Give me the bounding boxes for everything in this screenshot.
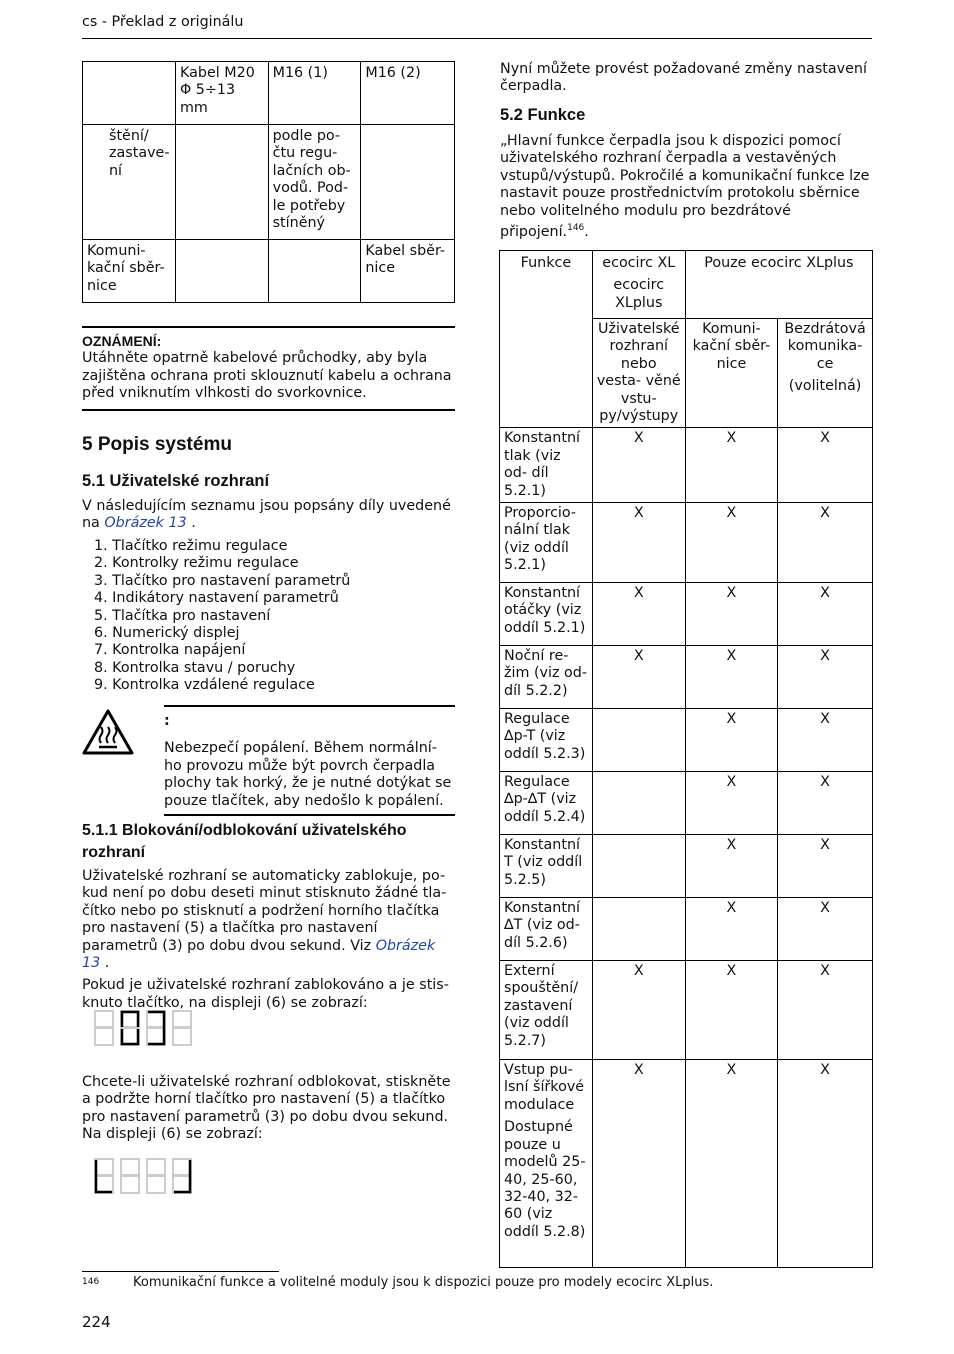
- display-digit: [94, 1010, 114, 1046]
- functions-table-row: [500, 646, 873, 709]
- functions-table-row: [500, 835, 873, 898]
- section-5-1-title: 5.1 Uživatelské rozhraní: [82, 472, 270, 490]
- display-digit: [146, 1010, 166, 1046]
- display-digit: [120, 1010, 140, 1046]
- function-availability-cell: X: [778, 1060, 873, 1268]
- list-item: 4. Indikátory nastavení parametrů: [94, 590, 339, 607]
- function-name-cell: Regulace ∆p-∆T (viz oddíl 5.2.4): [500, 772, 593, 835]
- function-availability-cell: X: [592, 961, 685, 1060]
- section-5-1-1-p2: Pokud je uživatelské rozhraní zablokováno a je stis- knuto tlačítko, na displeji (6) se zobrazí:: [82, 977, 449, 1011]
- display-digit: [172, 1010, 192, 1046]
- list-item: 1. Tlačítko režimu regulace: [94, 538, 288, 554]
- cable-table-cell: [175, 125, 268, 240]
- list-item: 3. Tlačítko pro nastavení parametrů: [94, 572, 351, 589]
- list-item: 2. Kontrolky režimu regulace: [94, 555, 299, 572]
- functions-table-row: [500, 428, 873, 503]
- functions-header-cell: Komuni- kační sběr- nice: [685, 319, 777, 428]
- footnote-number: 146: [82, 1277, 100, 1287]
- hot-surface-warning-icon: [82, 709, 134, 755]
- display-digit: [94, 1158, 114, 1194]
- function-availability-cell: X: [685, 583, 777, 646]
- function-availability-cell: X: [778, 646, 873, 709]
- cable-table: [82, 61, 455, 303]
- function-availability-cell: X: [592, 1060, 685, 1268]
- right-intro: Nyní můžete provést požadované změny nastavení čerpadla.: [500, 61, 867, 95]
- list-item: 7. Kontrolka napájení: [94, 642, 246, 659]
- figure-13-link[interactable]: Obrázek 13: [104, 515, 187, 532]
- functions-table-row: [500, 961, 873, 1060]
- section-5-1-intro: V následujícím seznamu jsou popsány díly uvedené na Obrázek 13 .: [82, 498, 451, 532]
- function-availability-cell: [592, 835, 685, 898]
- function-availability-cell: [592, 898, 685, 961]
- list-item: 5. Tlačítka pro nastavení: [94, 607, 271, 624]
- functions-table-header-row: [500, 251, 873, 319]
- figure-13-link[interactable]: Obrázek 13: [82, 937, 436, 972]
- interface-parts-list: [82, 538, 455, 695]
- cable-table-cell: M16 (1): [268, 62, 361, 125]
- functions-table-row: [500, 1060, 873, 1268]
- functions-table: [499, 250, 873, 1268]
- functions-table-row: [500, 709, 873, 772]
- locked-display: [94, 1010, 192, 1046]
- cable-table-cell: [361, 125, 455, 240]
- footnote-text: Komunikační funkce a volitelné moduly jsou k dispozici pouze pro modely ecocirc XLplus.: [133, 1275, 714, 1290]
- cable-table-row: [83, 240, 455, 303]
- list-item: 9. Kontrolka vzdálené regulace: [94, 677, 315, 694]
- cable-table-cell: Komuni- kační sběr- nice: [83, 240, 176, 303]
- functions-table-row: [500, 772, 873, 835]
- function-availability-cell: [592, 709, 685, 772]
- unlocked-display: [94, 1158, 192, 1194]
- function-availability-cell: X: [778, 772, 873, 835]
- function-availability-cell: X: [778, 898, 873, 961]
- functions-header-cell: Bezdrátová komunika- ce (volitelná): [778, 319, 873, 428]
- functions-table-row: [500, 503, 873, 583]
- functions-table-row: [500, 898, 873, 961]
- function-availability-cell: X: [685, 835, 777, 898]
- functions-header-cell: Funkce: [500, 251, 593, 428]
- function-availability-cell: X: [778, 709, 873, 772]
- function-name-cell: Konstantní tlak (viz od- díl 5.2.1): [500, 428, 593, 503]
- function-availability-cell: X: [685, 1060, 777, 1268]
- notice-box: [82, 326, 455, 411]
- section-5-title: 5 Popis systému: [82, 434, 232, 455]
- functions-header-cell: Uživatelské rozhraní nebo vesta- věné vstu- py/výstupy: [592, 319, 685, 428]
- function-availability-cell: X: [778, 961, 873, 1060]
- function-availability-cell: X: [592, 428, 685, 503]
- function-availability-cell: X: [592, 646, 685, 709]
- display-digit: [172, 1158, 192, 1194]
- functions-header-cell: ecocirc XL ecocirc XLplus: [592, 251, 685, 319]
- list-item: 6. Numerický displej: [94, 625, 240, 642]
- section-5-1-1-title: 5.1.1 Blokování/odblokování uživatelského rozhraní: [82, 822, 407, 861]
- function-name-cell: Vstup pu- lsní šířkové modulace Dostupné pouze u modelů 25-40, 25-60, 32-40, 32-60 (viz oddíl 5.2.8): [500, 1060, 593, 1268]
- cable-table-cell: M16 (2): [361, 62, 455, 125]
- cable-table-cell: Kabel sběr- nice: [361, 240, 455, 303]
- function-availability-cell: X: [685, 898, 777, 961]
- notice-text: Utáhněte opatrně kabelové průchodky, aby byla zajištěna ochrana proti sklouznutí kabelu a ochrana před vniknutím vlhkosti do svorkovnice.: [82, 350, 452, 402]
- list-item: 8. Kontrolka stavu / poruchy: [94, 659, 296, 676]
- cable-table-cell: [83, 62, 176, 125]
- function-name-cell: Regulace ∆p-T (viz oddíl 5.2.3): [500, 709, 593, 772]
- function-availability-cell: X: [685, 503, 777, 583]
- function-name-cell: Externí spouštění/ zastavení (viz oddíl 5.2.7): [500, 961, 593, 1060]
- warning-text: Nebezpečí popálení. Během normální- ho provozu může být povrch čerpadla plochy tak horký, že je nutné dotýkat se pouze tlačítek, aby nedošlo k popálení.: [164, 740, 452, 809]
- function-name-cell: Noční re- žim (viz od- díl 5.2.2): [500, 646, 593, 709]
- warning-title: :: [164, 713, 170, 729]
- cable-table-cell: [175, 240, 268, 303]
- display-digit: [120, 1158, 140, 1194]
- functions-table-row: [500, 583, 873, 646]
- section-5-1-1-p1: Uživatelské rozhraní se automaticky zablokuje, po- kud není po dobu deseti minut stisknuto žádné tla- čítko nebo po stisknutí a podržení horního tlačítka pro nastavení (5) a tlačítka pro nastavení parametrů (3) po dobu dvou sekund. Viz Obrázek 13 .: [82, 868, 447, 972]
- cable-table-cell: Kabel M20 Φ 5÷13 mm: [175, 62, 268, 125]
- section-5-2-text: „Hlavní funkce čerpadla jsou k dispozici pomocí uživatelského rozhraní čerpadla a vestavěných vstupů/výstupů. Pokročilé a komunikační funkce lze nastavit pouze prostřednictvím protokolu sběrnice nebo volitelného modulu pro bezdrátové připojení.$^{146}$.: [500, 133, 870, 240]
- footnote-rule: [82, 1271, 279, 1272]
- function-availability-cell: X: [685, 428, 777, 503]
- running-header: cs - Překlad z originálu: [82, 14, 244, 30]
- function-name-cell: Konstantní T (viz oddíl 5.2.5): [500, 835, 593, 898]
- notice-title: OZNÁMENÍ:: [82, 333, 162, 349]
- cable-table-row: [83, 125, 455, 240]
- warning-box: [164, 705, 455, 816]
- display-digit: [146, 1158, 166, 1194]
- function-availability-cell: X: [685, 646, 777, 709]
- function-availability-cell: X: [778, 503, 873, 583]
- function-availability-cell: [592, 772, 685, 835]
- function-name-cell: Proporcio- nální tlak (viz oddíl 5.2.1): [500, 503, 593, 583]
- function-availability-cell: X: [778, 428, 873, 503]
- cable-table-header-row: [83, 62, 455, 125]
- function-name-cell: Konstantní otáčky (viz oddíl 5.2.1): [500, 583, 593, 646]
- cable-table-cell: štění/ zastave- ní: [83, 125, 176, 240]
- header-rule: [82, 38, 872, 39]
- function-availability-cell: X: [592, 503, 685, 583]
- function-availability-cell: X: [778, 583, 873, 646]
- function-availability-cell: X: [592, 583, 685, 646]
- page-number: 224: [82, 1313, 111, 1331]
- cable-table-cell: podle po- čtu regu- lačních ob- vodů. Pod- le potřeby stíněný: [268, 125, 361, 240]
- function-availability-cell: X: [685, 709, 777, 772]
- functions-header-cell: Pouze ecocirc XLplus: [685, 251, 872, 319]
- section-5-2-title: 5.2 Funkce: [500, 106, 586, 124]
- footnote-ref: 146: [567, 223, 585, 234]
- section-5-1-1-p3: Chcete-li uživatelské rozhraní odblokovat, stiskněte a podržte horní tlačítko pro nastavení (5) a tlačítko pro nastavení parametrů (3) po dobu dvou sekund. Na displeji (6) se zobrazí:: [82, 1074, 451, 1143]
- cable-table-cell: [268, 240, 361, 303]
- function-availability-cell: X: [685, 772, 777, 835]
- function-availability-cell: X: [685, 961, 777, 1060]
- function-availability-cell: X: [778, 835, 873, 898]
- function-name-cell: Konstantní ∆T (viz od- díl 5.2.6): [500, 898, 593, 961]
